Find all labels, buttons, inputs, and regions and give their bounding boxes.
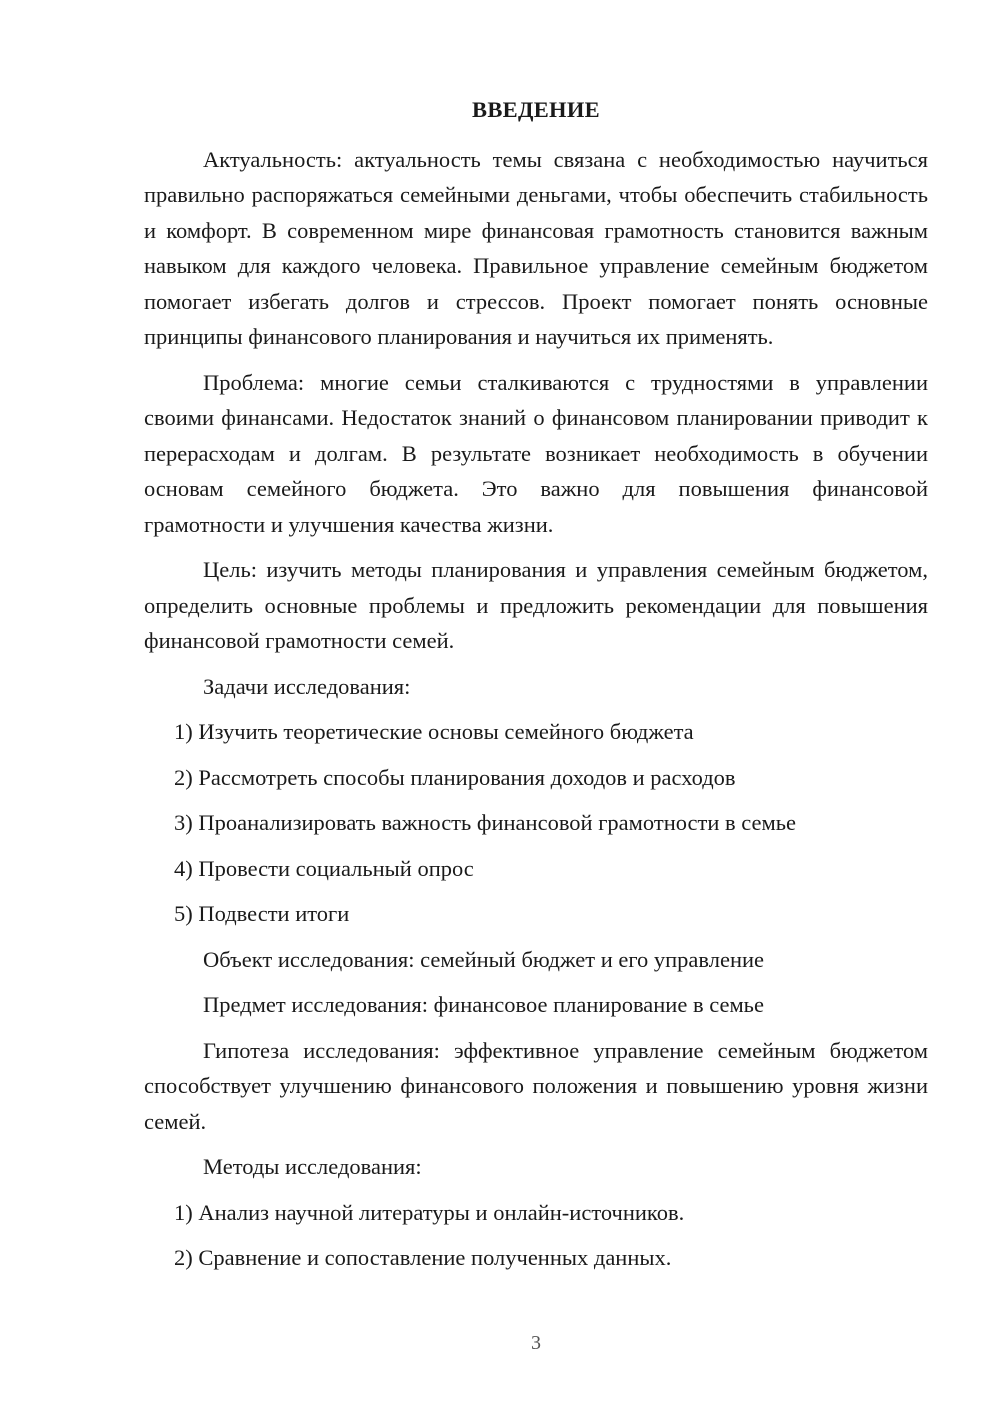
methods-heading: Методы исследования: — [203, 1154, 422, 1179]
list-item: 2) Рассмотреть способы планирования доходов и расходов — [174, 764, 736, 790]
tasks-list — [144, 714, 928, 932]
page-number: 3 — [531, 1332, 541, 1354]
document-page — [144, 92, 928, 1286]
list-item: 3) Проанализировать важность финансовой грамотности в семье — [174, 810, 797, 835]
list-item: 5) Подвести итоги — [174, 901, 350, 926]
paragraph-goal: Цель: изучить методы планирования и управления семейным бюджетом, определить основные проблемы и предложить рекомендации для повышения финансовой грамотности семей. — [144, 557, 928, 653]
list-item: 1) Изучить теоретические основы семейного бюджета — [174, 719, 694, 744]
list-item: 1) Анализ научной литературы и онлайн-источников. — [174, 1199, 685, 1225]
tasks-heading: Задачи исследования: — [203, 673, 411, 699]
object-line: Объект исследования: семейный бюджет и его управление — [203, 946, 765, 972]
list-item: 2) Сравнение и сопоставление полученных данных. — [174, 1245, 672, 1270]
paragraph-hypothesis: Гипотеза исследования: эффективное управление семейным бюджетом способствует улучшению финансового положения и повышению уровня жизни семей. — [144, 1037, 928, 1134]
subject-line: Предмет исследования: финансовое планирование в семье — [203, 992, 764, 1017]
section-title: ВВЕДЕНИЕ — [472, 97, 600, 122]
paragraph-relevance: Актуальность: актуальность темы связана с необходимостью научиться правильно распоряжаться семейными деньгами, чтобы обеспечить стабильность и комфорт. В современном мире финансовая грамотность становится важным навыком для каждого человека. Правильное управление семейным бюджетом помогает избегать долгов и стрессов. Проект помогает понять основные принципы финансового планирования и научиться их применять. — [144, 146, 928, 349]
paragraph-problem: Проблема: многие семьи сталкиваются с трудностями в управлении своими финансами. Недостаток знаний о финансовом планировании приводит к перерасходам и долгам. В результате возникает необходимость в обучении основам семейного бюджета. Это важно для повышения финансовой грамотности и улучшения качества жизни. — [144, 369, 928, 537]
methods-list — [144, 1195, 928, 1276]
list-item: 4) Провести социальный опрос — [174, 855, 474, 881]
